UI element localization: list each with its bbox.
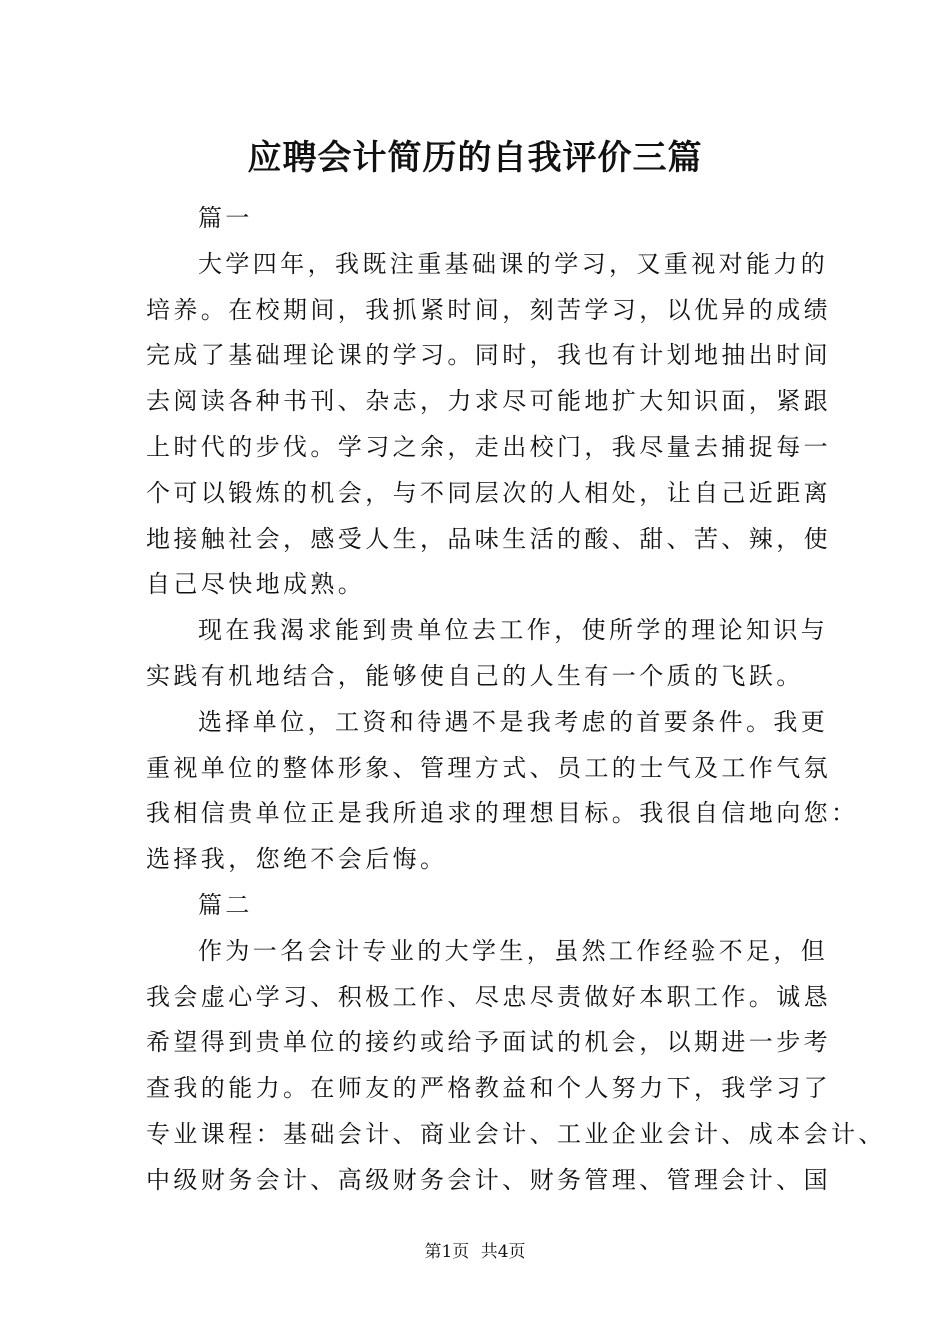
paragraph-line: 我相信贵单位正是我所追求的理想目标。我很自信地向您： xyxy=(146,799,859,828)
paragraph-line: 现在我渴求能到贵单位去工作，使所学的理论知识与 xyxy=(198,616,829,645)
paragraph-line: 选择单位，工资和待遇不是我考虑的首要条件。我更 xyxy=(198,707,829,736)
paragraph-line: 查我的能力。在师友的严格教益和个人努力下，我学习了 xyxy=(146,1074,831,1103)
section-heading: 篇一 xyxy=(198,204,253,232)
paragraph-line: 作为一名会计专业的大学生，虽然工作经验不足，但 xyxy=(198,936,829,965)
paragraph-line: 中级财务会计、高级财务会计、财务管理、管理会计、国 xyxy=(146,1165,831,1194)
paragraph-line: 选择我，您绝不会后悔。 xyxy=(146,845,448,874)
paragraph-line: 实践有机地结合，能够使自己的人生有一个质的飞跃。 xyxy=(146,661,804,690)
paragraph-line: 地接触社会，感受人生，品味生活的酸、甜、苦、辣，使 xyxy=(146,524,831,553)
paragraph-line: 个可以锻炼的机会，与不同层次的人相处，让自己近距离 xyxy=(146,478,831,507)
paragraph-line: 上时代的步伐。学习之余，走出校门，我尽量去捕捉每一 xyxy=(146,432,831,461)
document-title: 应聘会计简历的自我评价三篇 xyxy=(247,138,703,178)
section-heading: 篇二 xyxy=(198,890,253,919)
paragraph-line: 去阅读各种书刊、杂志，力求尽可能地扩大知识面，紧跟 xyxy=(146,387,831,416)
paragraph-line: 希望得到贵单位的接约或给予面试的机会，以期进一步考 xyxy=(146,1028,831,1057)
document-body xyxy=(146,196,886,1204)
paragraph-line: 我会虚心学习、积极工作、尽忠尽责做好本职工作。诚恳 xyxy=(146,982,831,1011)
page-footer xyxy=(0,1240,950,1264)
paragraph-line: 大学四年，我既注重基础课的学习，又重视对能力的 xyxy=(198,249,829,278)
paragraph-line: 自己尽快地成熟。 xyxy=(146,570,366,599)
paragraph-line: 完成了基础理论课的学习。同时，我也有计划地抽出时间 xyxy=(146,341,831,370)
page-total: 共4页 xyxy=(480,1242,526,1262)
paragraph-line: 专业课程：基础会计、商业会计、工业企业会计、成本会计、 xyxy=(146,1119,886,1148)
paragraph-line: 重视单位的整体形象、管理方式、员工的士气及工作气氛 xyxy=(146,753,831,782)
page-number: 第1页 xyxy=(424,1242,470,1262)
paragraph-line: 培养。在校期间，我抓紧时间，刻苦学习，以优异的成绩 xyxy=(146,295,831,324)
